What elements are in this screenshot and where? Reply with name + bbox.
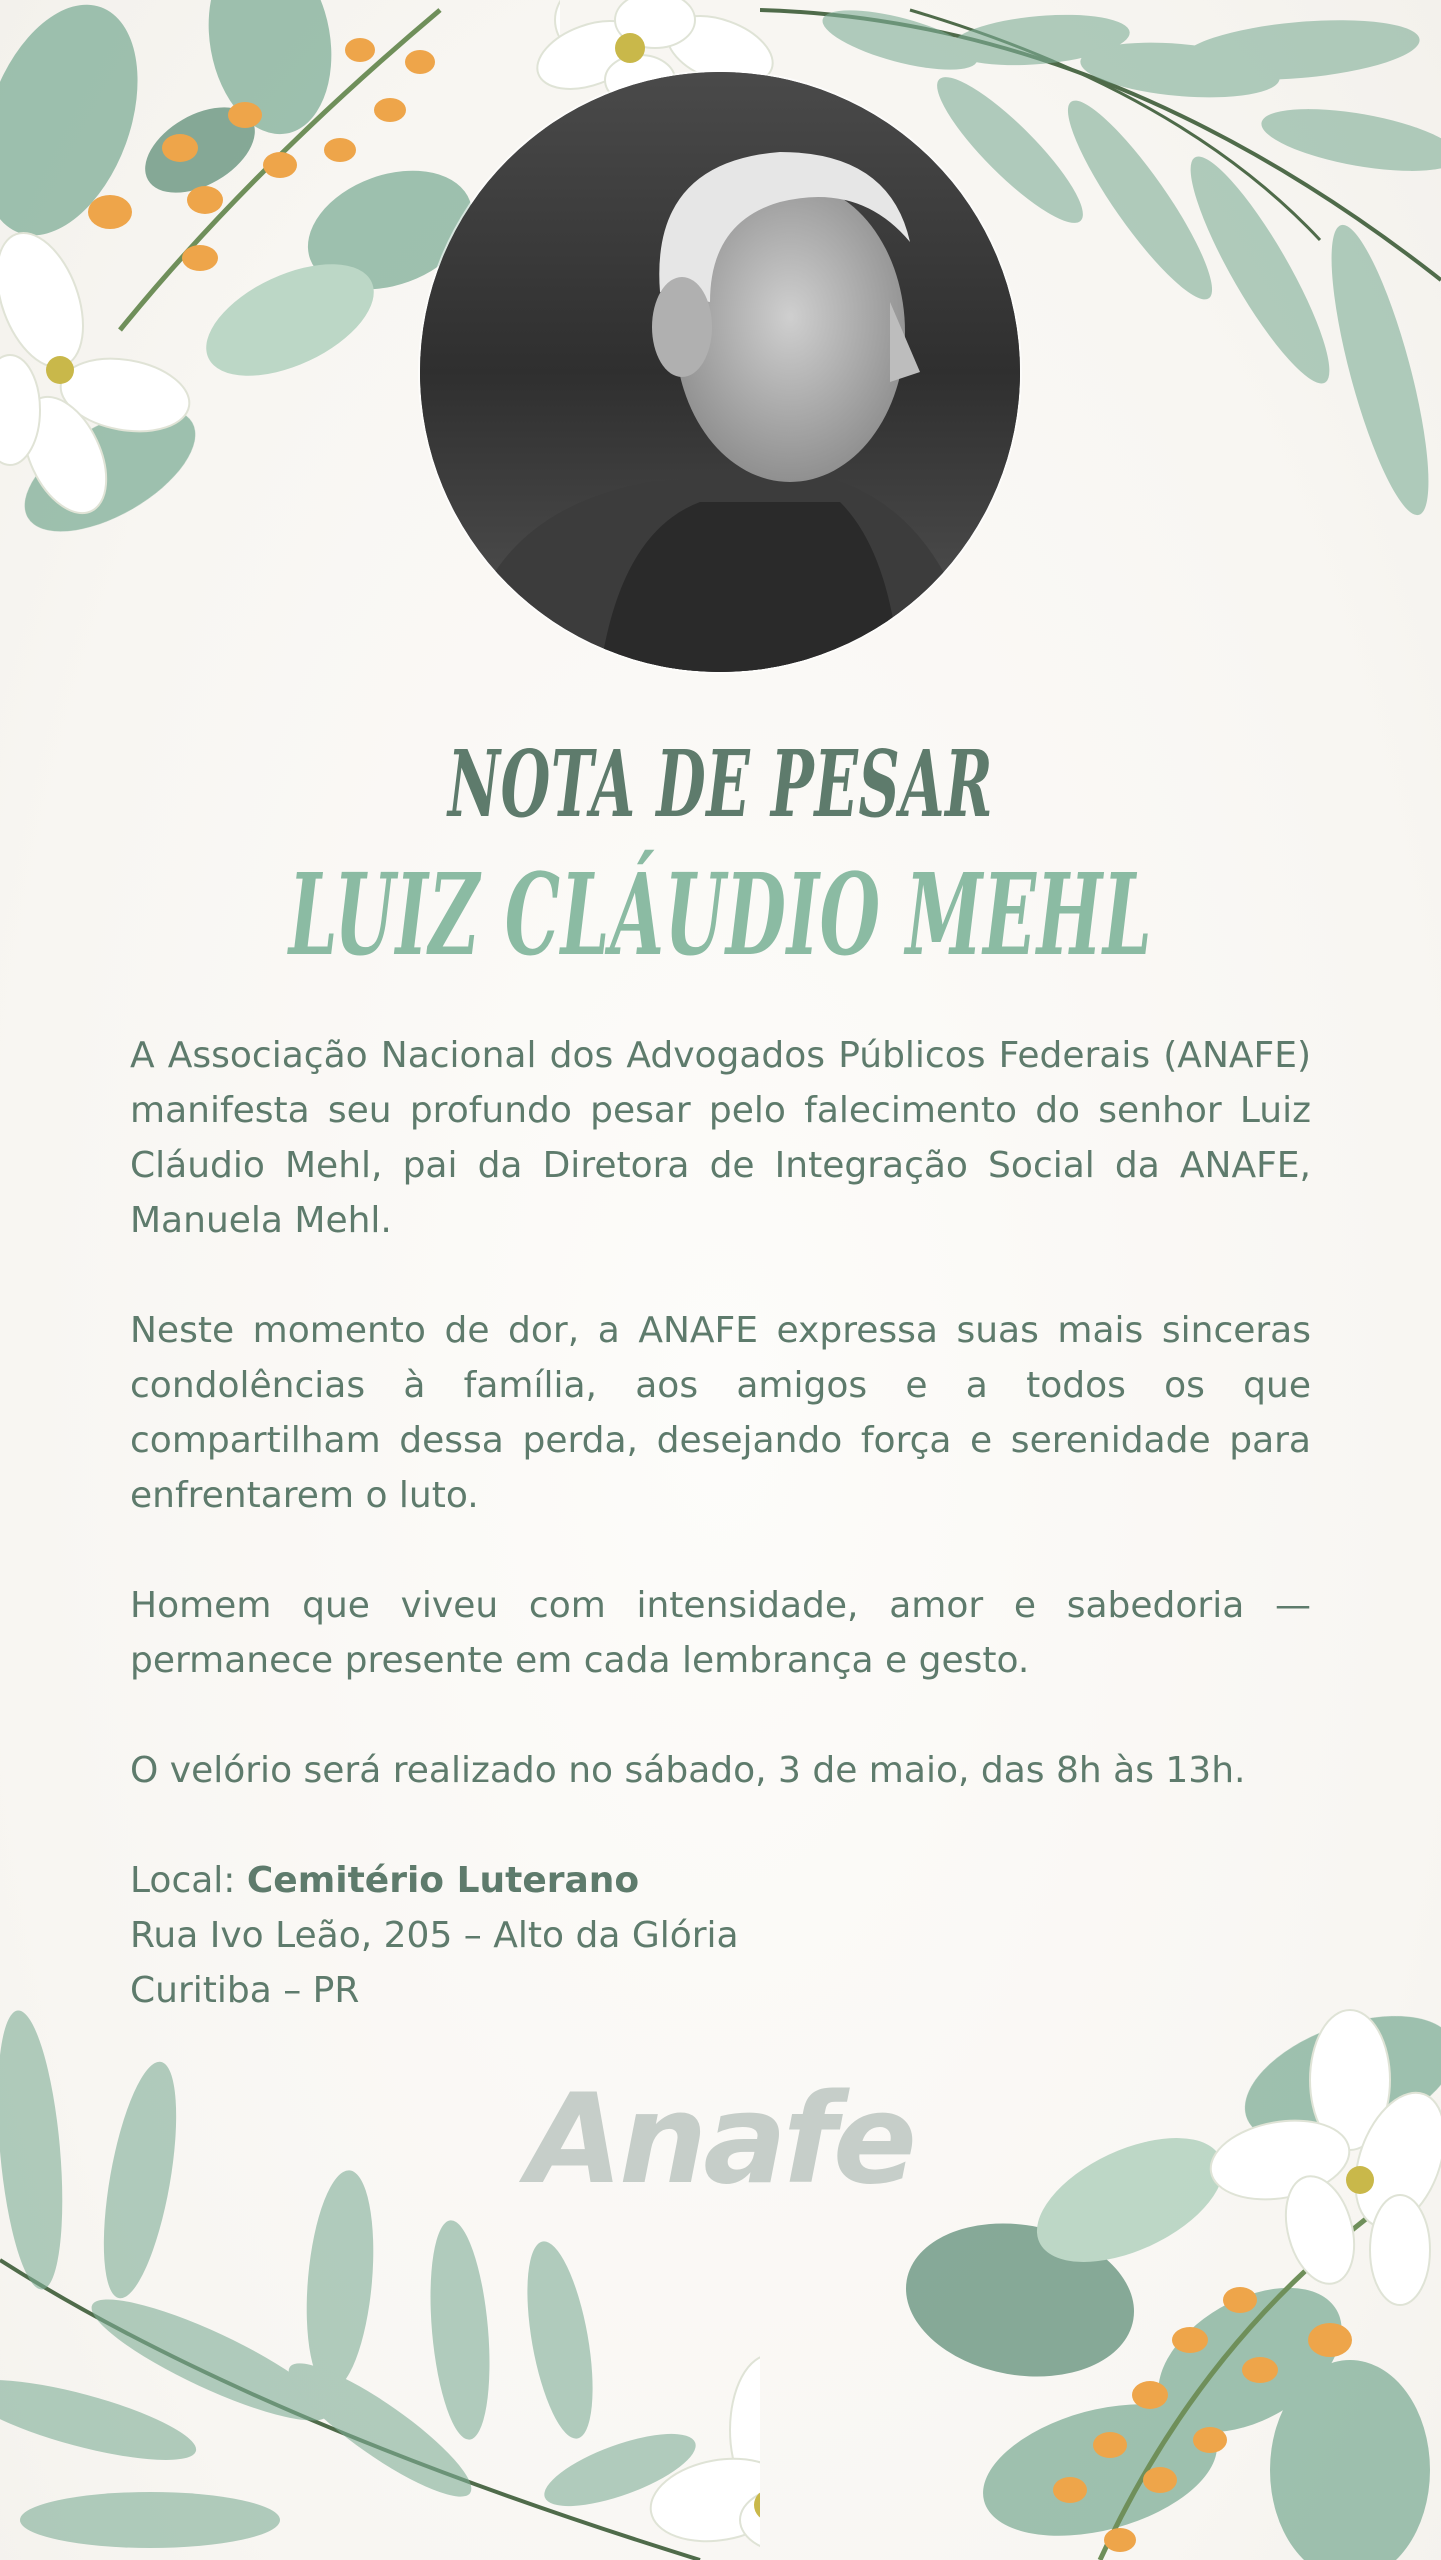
portrait-photo — [420, 72, 1020, 672]
paragraph-wake-schedule: O velório será realizado no sábado, 3 de maio, das 8h às 13h. — [130, 1750, 1246, 1791]
location-block — [130, 1853, 1311, 2018]
deceased-name: LUIZ CLÁUDIO MEHL — [288, 850, 1153, 981]
location-venue: Cemitério Luterano — [246, 1860, 640, 1901]
location-city: Curitiba – PR — [130, 1970, 360, 2011]
foliage-decoration-bottom-left — [0, 2000, 760, 2560]
floral-decoration-bottom-right — [880, 2000, 1441, 2560]
location-venue-line — [130, 1853, 1311, 1908]
location-address: Rua Ivo Leão, 205 – Alto da Glória — [130, 1915, 739, 1956]
page-title: NOTA DE PESAR — [447, 730, 994, 838]
paragraph-tribute: Homem que viveu com intensidade, amor e sabedoria — permanece presente em cada lembrança e gesto. — [130, 1585, 1311, 1681]
anafe-logo: Anafe — [527, 2068, 913, 2212]
portrait-image — [420, 72, 1020, 672]
paragraph-announcement: A Associação Nacional dos Advogados Públicos Federais (ANAFE) manifesta seu profundo pesar pelo falecimento do senhor Luiz Cláudio Mehl, pai da Diretora de Integração Social da ANAFE, Manuela Mehl. — [130, 1035, 1311, 1241]
paragraph-condolences: Neste momento de dor, a ANAFE expressa suas mais sinceras condolências à família, aos amigos e a todos os que compartilham dessa perda, desejando força e serenidade para enfrentarem o luto. — [130, 1310, 1311, 1516]
location-label: Local: — [130, 1860, 236, 1901]
